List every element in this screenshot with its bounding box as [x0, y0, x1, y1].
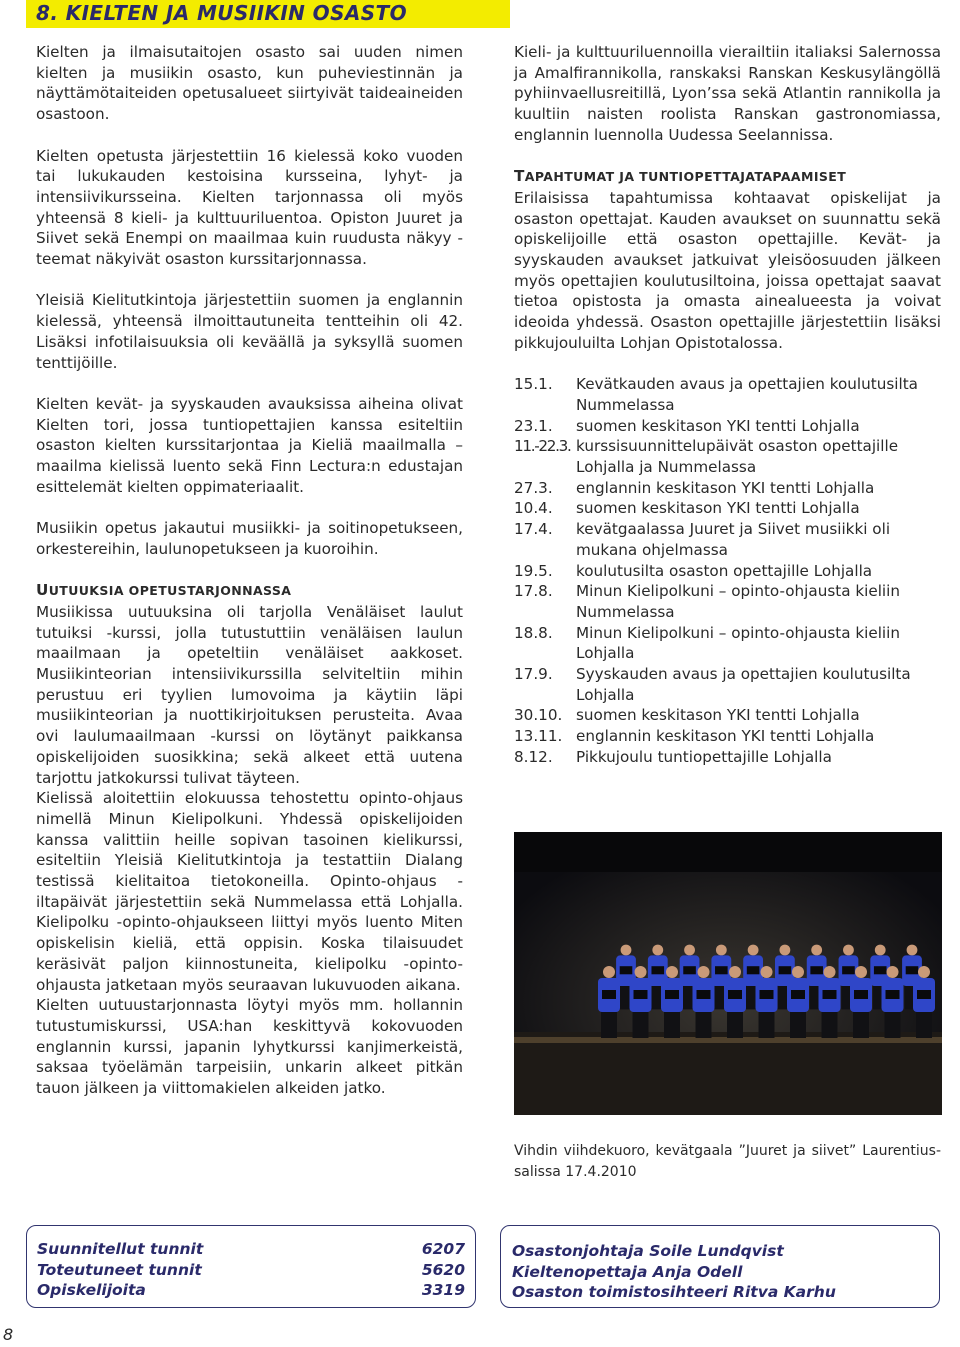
event-date: 17.4.	[514, 520, 553, 539]
singer-head	[811, 945, 822, 956]
event-date: 17.9.	[514, 665, 553, 684]
event-row	[514, 478, 941, 499]
stat-row	[37, 1280, 465, 1301]
singer-head	[652, 945, 663, 956]
singer-head	[761, 966, 773, 978]
singer-legs	[759, 1012, 775, 1038]
staff-box	[500, 1225, 940, 1308]
singer-head	[666, 966, 678, 978]
event-row	[514, 726, 941, 747]
season-openings-paragraph: Kielten kevät- ja syyskauden avauksissa aiheina olivat Kielten tori, jossa tuntiopettajien kanssa esiteltiin osaston kielten kurssitarjontaa ja Kieliä maailmalla – maailma kielissä luento sekä Finn Lectura:n edustajan esittelemät kielten oppimateriaalit.	[36, 394, 463, 496]
singer-folder	[874, 966, 887, 974]
photo-caption: Vihdin viihdekuoro, kevätgaala ”Juuret ja siivet” Laurentius-salissa 17.4.2010	[514, 1143, 941, 1180]
singer-folder	[697, 990, 711, 999]
stat-value: 5620	[421, 1260, 465, 1279]
singer-head	[698, 966, 710, 978]
new-language-courses-paragraph: Kielten uutuustarjonnasta löytyi myös mm. hollannin tutustumiskurssi, USA:han keskittyvä kokovuoden englannin kurssi, japanin lyhytkurssi kanjimerkeistä, saksaa työelämän tarpeisiin, unkarin alkeet pitkän tauon jälkeen ja viittomakielen alkeiden jatko.	[36, 996, 463, 1098]
event-text: Pikkujoulu tuntiopettajille Lohjalla	[576, 747, 832, 766]
singer-folder	[842, 966, 855, 974]
event-row	[514, 705, 941, 726]
singer-folder	[779, 966, 792, 974]
event-text: kurssisuunnittelupäivät osaston opettajille Lohjalla ja Nummelassa	[576, 437, 899, 477]
singer-folder	[917, 990, 931, 999]
event-row	[514, 623, 941, 664]
singer-folder	[651, 966, 664, 974]
stat-label: Opiskelijoita	[37, 1281, 146, 1300]
right-column	[514, 42, 941, 768]
event-date: 18.8.	[514, 623, 553, 642]
singer-legs	[696, 1012, 712, 1038]
singer-folder	[620, 966, 633, 974]
stat-label: Toteutuneet tunnit	[37, 1260, 202, 1279]
stat-row	[37, 1260, 465, 1281]
event-text: Syyskauden avaus ja opettajien koulutusilta Lohjalla	[576, 665, 911, 704]
singer-head	[887, 966, 899, 978]
singer-head	[684, 945, 695, 956]
event-date: 19.5.	[514, 561, 553, 580]
heading-initial: T	[514, 167, 525, 186]
event-row	[514, 519, 941, 560]
event-text: Minun Kielipolkuni – opinto-ohjausta kieliin Lohjalla	[576, 623, 900, 663]
music-teaching-paragraph: Musiikin opetus jakautui musiikki- ja soitinopetukseen, orkestereihin, laulunopetukseen ja kuoroihin.	[36, 519, 463, 558]
event-text: koulutusilta osaston opettajille Lohjalla	[576, 561, 873, 580]
choir-photo	[514, 832, 942, 1115]
singer-head	[918, 966, 930, 978]
event-row	[514, 374, 941, 415]
intro-paragraph: Kielten ja ilmaisutaitojen osasto sai uuden nimen kielten ja musiikin osasto, kun puheviestinnän ja näyttämötaiteiden opetusalueet siirtyivät taideaineiden osastoon.	[36, 43, 463, 124]
event-row	[514, 498, 941, 519]
event-text: englannin keskitason YKI tentti Lohjalla	[576, 478, 875, 497]
event-text: kevätgaalassa Juuret ja Siivet musiikki oli mukana ohjelmassa	[576, 520, 891, 559]
staff-line: Osastonjohtaja Soile Lundqvist	[512, 1242, 784, 1260]
singer-folder	[791, 990, 805, 999]
event-row	[514, 581, 941, 622]
event-date: 17.8.	[514, 582, 553, 601]
staff-line: Kieltenopettaja Anja Odell	[512, 1262, 743, 1281]
singer-legs	[633, 1012, 649, 1038]
page-title: 8. KIELTEN JA MUSIIKIN OSASTO	[36, 1, 408, 25]
singer-head	[843, 945, 854, 956]
event-date: 10.4.	[514, 499, 553, 518]
singer-legs	[727, 1012, 743, 1038]
language-exams-paragraph: Yleisiä Kielitutkintoja järjestettiin suomen ja englannin kielessä, yhteensä ilmoittautuneita tentteihin oli 42. Lisäksi infotilaisuuksia oli keväällä ja syksyllä suomen tenttijöille.	[36, 291, 463, 372]
left-column	[36, 42, 463, 1099]
stat-row	[37, 1239, 465, 1260]
singer-head	[635, 966, 647, 978]
singer-legs	[664, 1012, 680, 1038]
singer-folder	[760, 990, 774, 999]
culture-lectures-paragraph: Kieli- ja kulttuuriluennoilla vierailtiin italiaksi Salernossa ja Amalfirannikolla, ranskaksi Ranskan Keskusylängöllä pyhiinvaellusreitillä, Lyon’ssa sekä Atlantin rannikolla ja kuultiin naisten roolista Ranskan gastronomiassa, englannin luennolla Uudessa Seelannissa.	[514, 43, 941, 144]
singer-folder	[728, 990, 742, 999]
event-date: 13.11.	[514, 727, 563, 746]
section-heading-new-courses	[36, 580, 463, 602]
choir-photo-illustration	[514, 832, 942, 1115]
event-row	[514, 436, 941, 477]
music-news-paragraph: Musiikissa uutuuksina oli tarjolla Venäläiset laulut tutuiksi -kurssi, jolla tutustuttiin venäläisen laulun maailmaan ja opeteltiin venäläiset aakkoset. Musiikinteorian intensiivikurssilla selviteltiin mihin perustuu eri tyylien lumovoima ja käytiin läpi musiikinteorian ja nuottikirjoituksen perusteita. Avaa ovi laulumaailmaan -kurssi on löytänyt paikkansa opiskelijoiden suosikkina; sekä alkeet että uutena tarjottu jatkokurssi tulivat täyteen.	[36, 602, 463, 787]
singer-folder	[886, 990, 900, 999]
stat-value: 6207	[421, 1240, 465, 1258]
singer-folder	[665, 990, 679, 999]
event-row	[514, 664, 941, 705]
singer-folder	[854, 990, 868, 999]
event-row	[514, 561, 941, 582]
hours-statistics-box	[26, 1225, 476, 1308]
singer-head	[748, 945, 759, 956]
singer-legs	[916, 1012, 932, 1038]
singer-folder	[906, 966, 919, 974]
event-date: 15.1.	[514, 375, 553, 394]
stat-value: 3319	[421, 1281, 465, 1300]
event-text: suomen keskitason YKI tentti Lohjalla	[576, 416, 860, 435]
event-date: 30.10.	[514, 706, 563, 725]
staff-line: Osaston toimistosihteeri Ritva Karhu	[512, 1283, 836, 1302]
singer-folder	[747, 966, 760, 974]
singer-head	[907, 945, 918, 956]
language-courses-paragraph: Kielten opetusta järjestettiin 16 kielessä koko vuoden tai lukukauden kestoisina kursseina, lyhyt- ja intensiivikursseina. Kielten tarjonnassa oli myös yhteensä 8 kieli- ja kulttuuriluentoa. Opiston Juuret ja Siivet sekä Enempi on maailmaa kuin ruudusta näkyy -teemat näkyivät osaston kurssitarjonnassa.	[36, 146, 463, 269]
event-text: Kevätkauden avaus ja opettajien koulutusilta Nummelassa	[576, 375, 918, 414]
event-text: englannin keskitason YKI tentti Lohjalla	[576, 727, 875, 746]
language-path-paragraph: Kielissä aloitettiin elokuussa tehostettu opinto-ohjaus nimellä Minun Kielipolkuni. Yhdessä opiskelijoiden kanssa valittiin heille sopivan tasoinen kielikurssi, esiteltiin Yleisiä Kielitutkintoja ja testattiin Dialang testissä kielitaitoa tietokoneilla. Opinto-ohjaus -iltapäivät järjestettiin sekä Nummelassa että Lohjalla. Kielipolku -opinto-ohjaukseen liittyi myös luento Miten opiskelisin kieliä, että oppisin. Koska tilaisuudet keräsivät paljon kiinnostuneita, kielipolku -opinto-ohjausta jatketaan myös seuraavan lukuvuoden aikana.	[36, 789, 463, 994]
event-row	[514, 747, 941, 768]
singer-head	[779, 945, 790, 956]
singer-head	[621, 945, 632, 956]
singer-legs	[853, 1012, 869, 1038]
event-text: suomen keskitason YKI tentti Lohjalla	[576, 706, 860, 725]
page-number: 8	[3, 1325, 14, 1344]
event-row	[514, 416, 941, 437]
heading-initial: U	[36, 581, 49, 600]
event-text: suomen keskitason YKI tentti Lohjalla	[576, 499, 860, 518]
events-paragraph: Erilaisissa tapahtumissa kohtaavat opiskelijat ja osaston opettajat. Kauden avaukset on suunnattu sekä opiskelijoille että osaston opettajille. Kevät- ja syyskauden avaukset jatkuivat yleisöosuuden jälkeen myös opettajien koulutusiltoina, joissa opettajat saavat tietoa opistosta ja omasta ainealueesta ja voivat ideoida yhdessä. Osaston opettajille järjestettiin lisäksi pikkujouluilta Lohjan Opistotalossa.	[514, 188, 941, 352]
singer-head	[855, 966, 867, 978]
section-heading-events	[514, 166, 941, 188]
singer-folder	[634, 990, 648, 999]
singer-folder	[715, 966, 728, 974]
event-date: 27.3.	[514, 478, 553, 497]
events-list	[514, 374, 941, 767]
event-date: 8.12.	[514, 747, 553, 766]
event-date: 11.-22.3.	[514, 437, 571, 456]
singer-legs	[790, 1012, 806, 1038]
singer-head	[729, 966, 741, 978]
singer-head	[603, 966, 615, 978]
stat-label: Suunnitellut tunnit	[37, 1240, 204, 1258]
singer-legs	[885, 1012, 901, 1038]
singer-head	[716, 945, 727, 956]
singer-folder	[683, 966, 696, 974]
event-text: Minun Kielipolkuni – opinto-ohjausta kieliin Nummelassa	[576, 582, 900, 621]
singer-legs	[601, 1012, 617, 1038]
singer-head	[875, 945, 886, 956]
event-date: 23.1.	[514, 416, 553, 435]
singer-folder	[823, 990, 837, 999]
singer-folder	[602, 990, 616, 999]
singer-folder	[810, 966, 823, 974]
heading-rest: UTUUKSIA OPETUSTARJONNASSA	[48, 583, 292, 599]
singer-legs	[822, 1012, 838, 1038]
heading-rest: APAHTUMAT JA TUNTIOPETTAJATAPAAMISET	[524, 169, 847, 185]
singer-head	[824, 966, 836, 978]
singer-head	[792, 966, 804, 978]
